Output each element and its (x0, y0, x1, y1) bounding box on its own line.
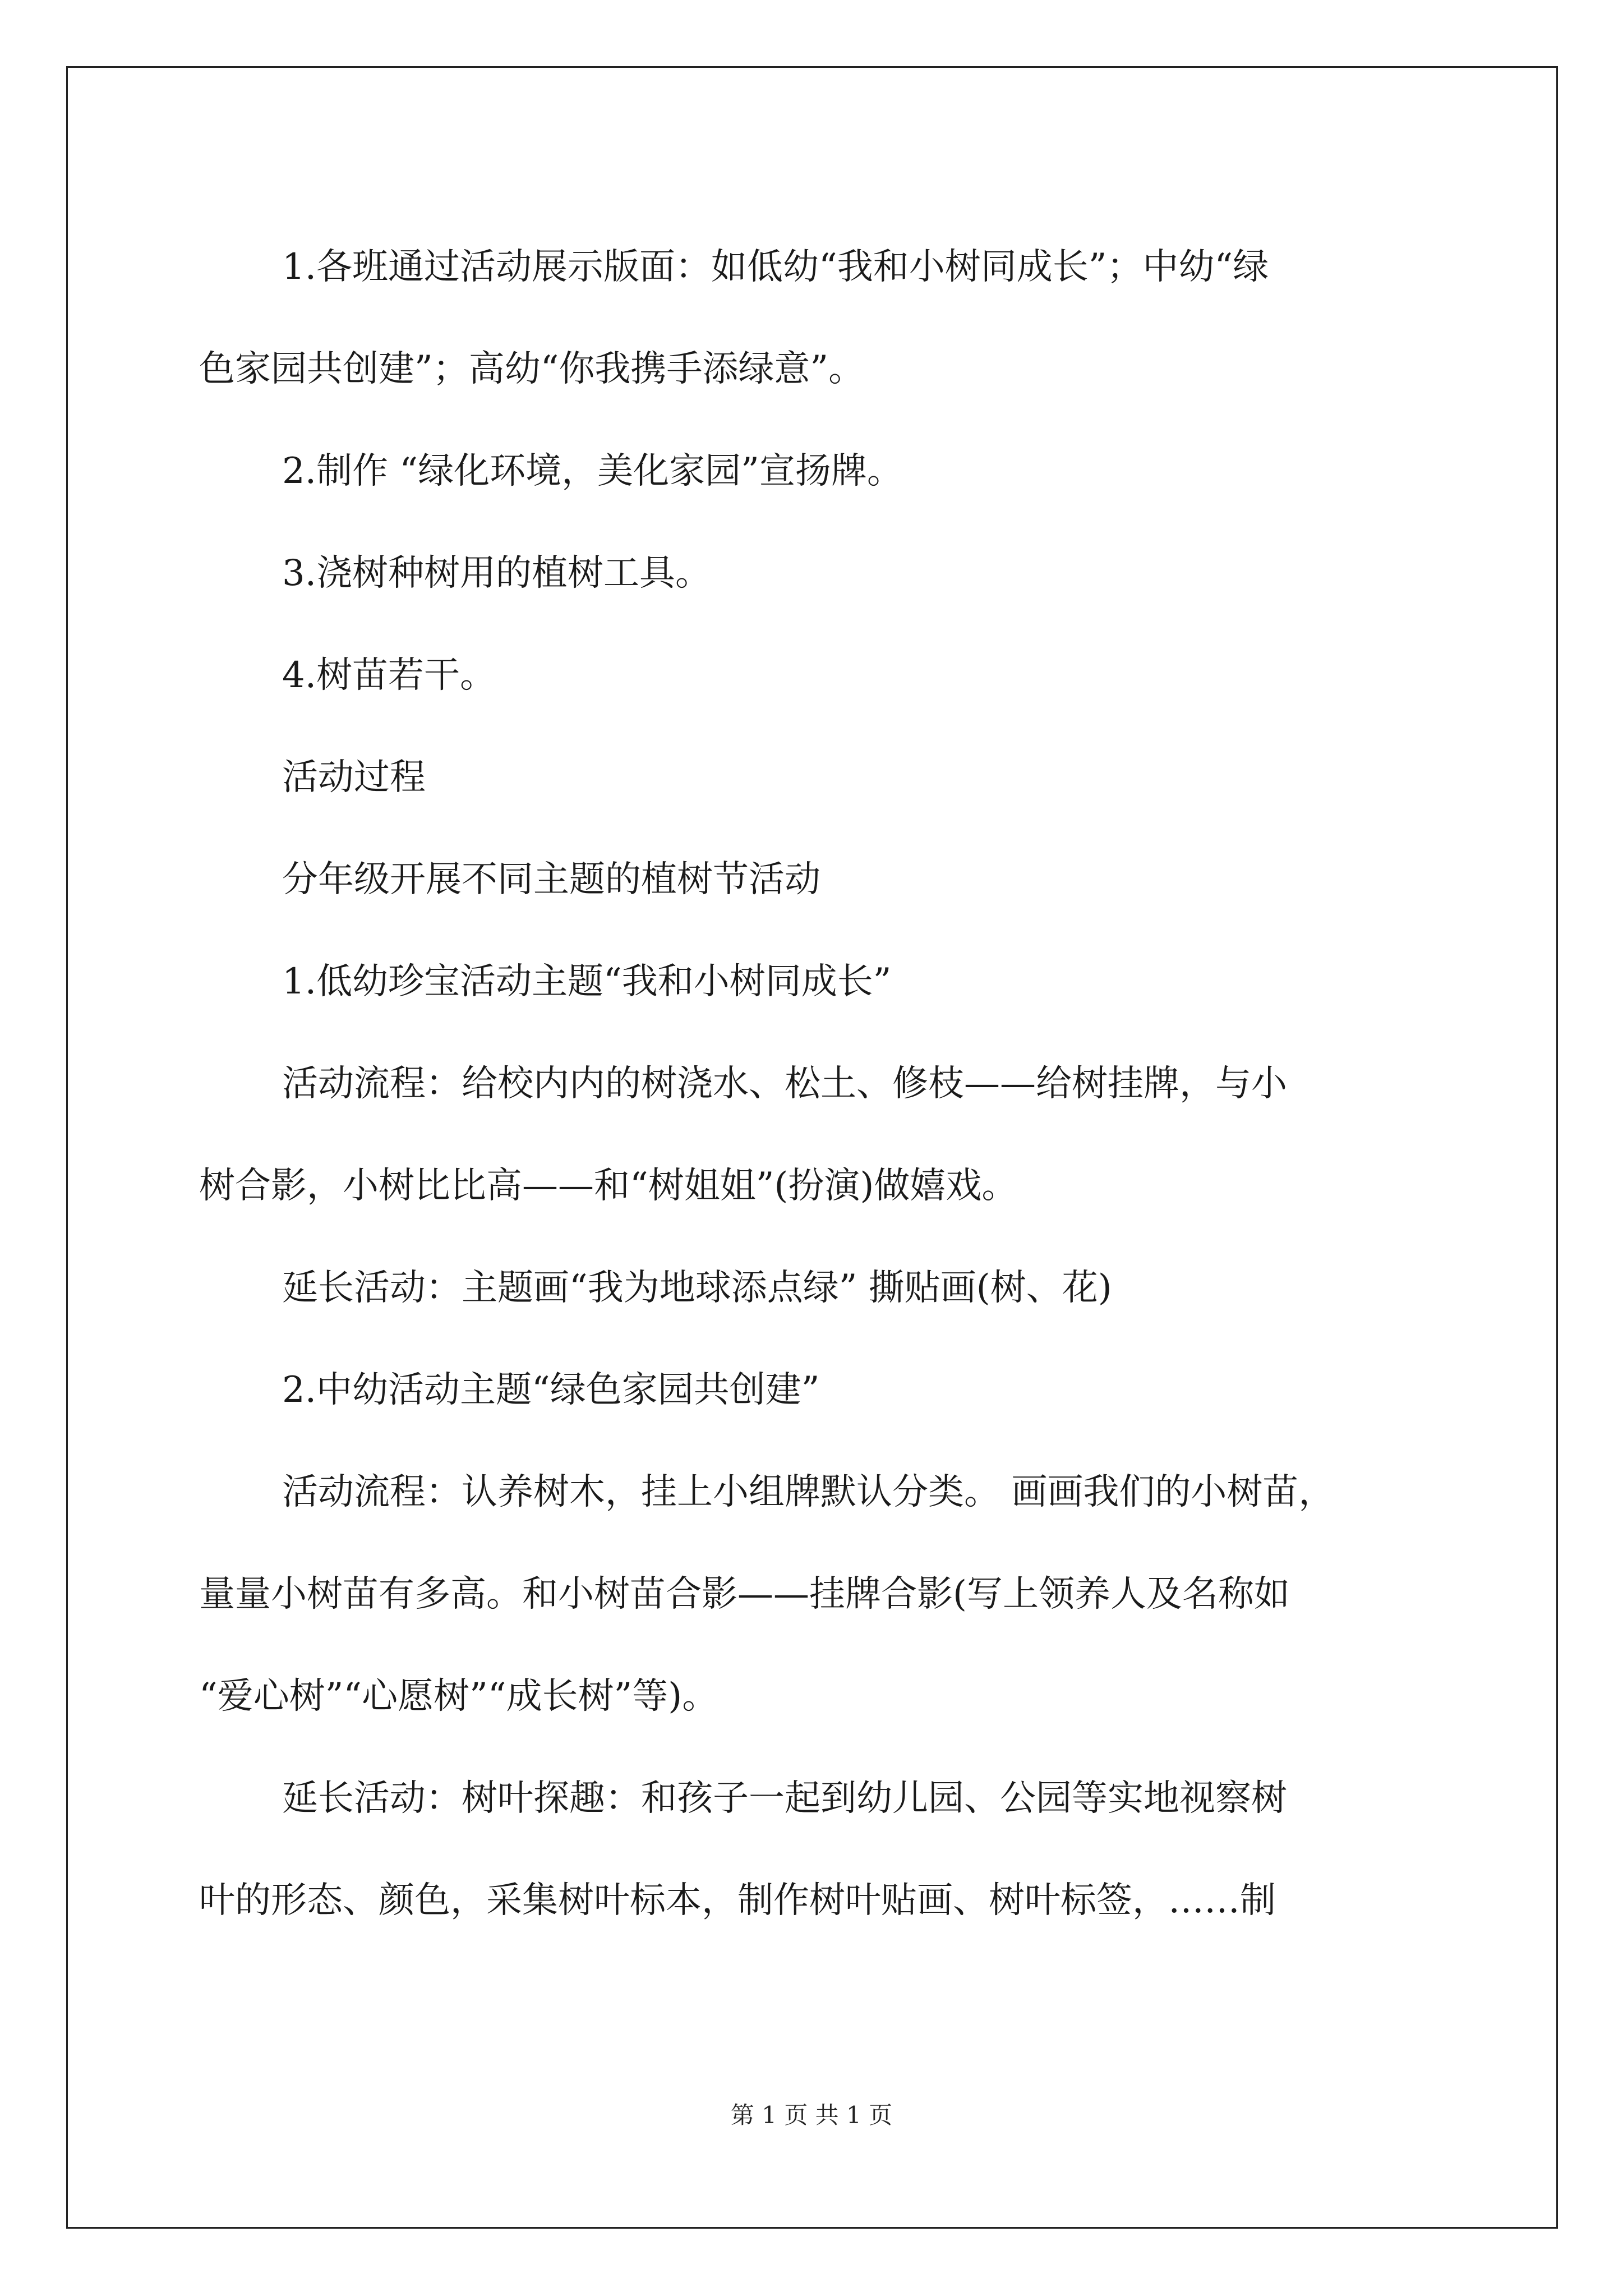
paragraph-line: 2.制作 “绿化环境，美化家园”宣扬牌。 (282, 450, 903, 492)
paragraph-line: 色家园共创建”；高幼“你我携手添绿意”。 (199, 348, 865, 390)
paragraph-line: “爱心树”“心愿树”“成长树”等)。 (199, 1676, 718, 1717)
paragraph-line: 4.树苗若干。 (282, 655, 496, 696)
paragraph-line: 3.浇树种树用的植树工具。 (282, 553, 712, 594)
paragraph-line: 活动流程：认养树木，挂上小组牌默认分类。 画画我们的小树苗， (282, 1471, 1335, 1513)
document-body (199, 216, 1433, 1952)
page-number-footer: 第 1 页 共 1 页 (730, 2101, 893, 2129)
paragraph-line: 活动流程：给校内内的树浇水、松土、修枝——给树挂牌，与小 (282, 1063, 1287, 1105)
section-heading: 活动过程 (282, 757, 426, 798)
paragraph-line: 分年级开展不同主题的植树节活动 (282, 859, 820, 900)
paragraph-line: 量量小树苗有多高。和小树苗合影——挂牌合影(写上领养人及名称如 (199, 1573, 1290, 1615)
paragraph-line: 1.各班通过活动展示版面：如低幼“我和小树同成长”；中幼“绿 (282, 246, 1269, 288)
paragraph-line: 叶的形态、颜色，采集树叶标本，制作树叶贴画、树叶标签，……制 (199, 1880, 1276, 1921)
paragraph-line: 延长活动：树叶探趣：和孩子一起到幼儿园、公园等实地视察树 (282, 1778, 1287, 1819)
paragraph-line: 2.中幼活动主题“绿色家园共创建” (282, 1369, 820, 1411)
paragraph-line: 1.低幼珍宝活动主题“我和小树同成长” (282, 961, 892, 1002)
paragraph-line: 树合影，小树比比高——和“树姐姐”(扮演)做嬉戏。 (199, 1165, 1018, 1207)
paragraph-line: 延长活动：主题画“我为地球添点绿” 撕贴画(树、花) (282, 1267, 1112, 1309)
